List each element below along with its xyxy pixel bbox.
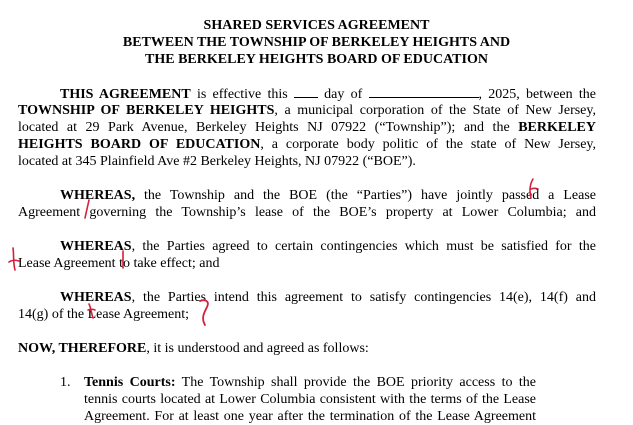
item-1-line-2: tennis courts located at Lower Columbia consistent with the terms of the Lease: [84, 392, 536, 407]
party-township: TOWNSHIP OF BERKELEY HEIGHTS: [18, 103, 275, 118]
item-1-line-1: Tennis Courts: The Township shall provide the BOE priority access to the: [84, 375, 536, 390]
document-title-line-2: BETWEEN THE TOWNSHIP OF BERKELEY HEIGHTS AND: [122, 35, 511, 50]
whereas-3-line-1: WHEREAS, the Parties intend this agreement to satisfy contingencies 14(e), 14(f) and: [60, 290, 596, 305]
item-1-line-3: Agreement. For at least one year after the termination of the Lease Agreement: [84, 409, 536, 424]
edit-mark-strike-after-agreement: [81, 198, 93, 222]
whereas-1-line-1: WHEREAS, the Township and the BOE (the “Parties”) have jointly passed a Lease: [60, 188, 596, 203]
edit-mark-strike-after-lease-agreement: [118, 249, 128, 271]
edit-mark-delete-a: [526, 176, 540, 202]
intro-line-2: TOWNSHIP OF BERKELEY HEIGHTS, a municipal corporation of the State of New Jersey,: [18, 103, 596, 118]
intro-lead: THIS AGREEMENT: [60, 87, 191, 102]
document-title-line-1: SHARED SERVICES AGREEMENT: [203, 18, 430, 33]
party-boe: HEIGHTS BOARD OF EDUCATION: [18, 137, 261, 152]
intro-line-1: THIS AGREEMENT is effective this day of , 2025, between the: [60, 87, 596, 102]
edit-mark-lease-capital: [6, 246, 22, 274]
day-blank: [294, 85, 318, 98]
whereas-2-line-1: WHEREAS, the Parties agreed to certain contingencies which must be satisfied for the: [60, 239, 596, 254]
edit-mark-lease-cap-2: [85, 300, 97, 322]
item-1-number: 1.: [60, 375, 71, 390]
whereas-3-line-2: 14(g) of the Lease Agreement;: [18, 307, 190, 322]
item-1-heading: Tennis Courts:: [84, 375, 176, 390]
intro-line-3: located at 29 Park Avenue, Berkeley Heights NJ 07922 (“Township”); and the BERKELEY: [18, 120, 596, 135]
now-therefore-line: NOW, THEREFORE, it is understood and agreed as follows:: [18, 341, 369, 356]
document-title-line-3: THE BERKELEY HEIGHTS BOARD OF EDUCATION: [145, 52, 488, 67]
whereas-1-line-2: Agreement governing the Township’s lease of the BOE’s property at Lower Columbia; and: [18, 205, 596, 220]
intro-line-5: located at 345 Plainfield Ave #2 Berkeley Heights, NJ 07922 (“BOE”).: [18, 154, 416, 169]
whereas-2-line-2: Lease Agreement to take effect; and: [18, 256, 220, 271]
month-blank: [369, 85, 479, 98]
intro-line-4: HEIGHTS BOARD OF EDUCATION, a corporate body politic of the state of New Jersey,: [18, 137, 597, 152]
edit-mark-squiggle-end: [196, 296, 214, 328]
